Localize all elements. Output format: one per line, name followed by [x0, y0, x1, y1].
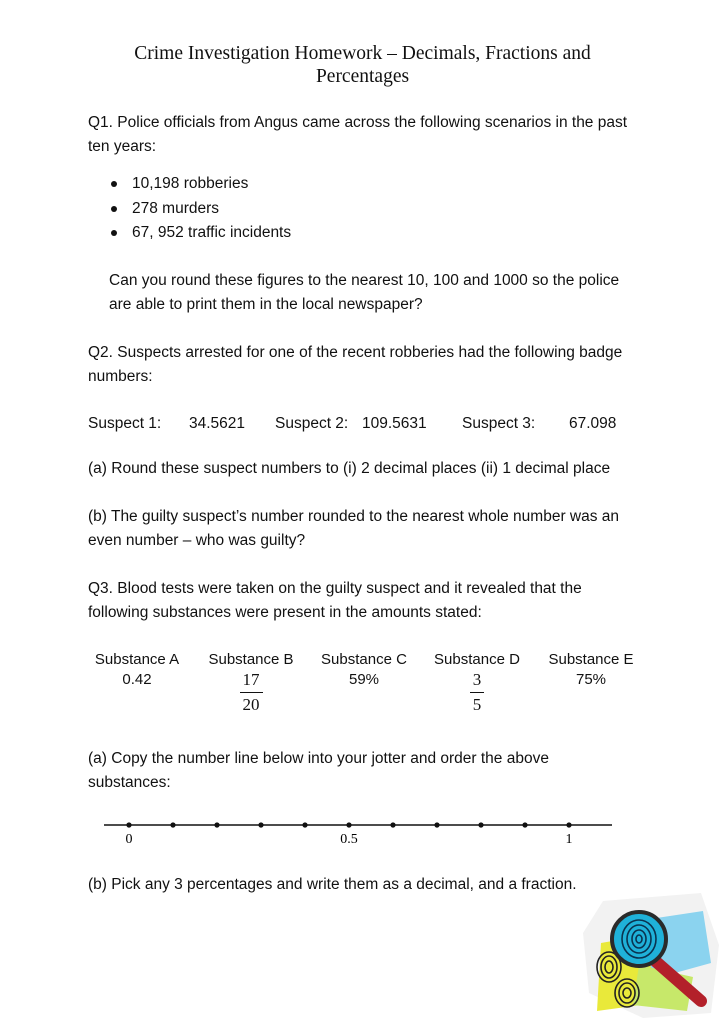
substance-d-denominator: 5: [472, 695, 482, 714]
list-item: 10,198 robberies: [109, 172, 291, 197]
q3-line-2: following substances were present in the amounts stated:: [88, 604, 482, 621]
number-line-tick: [566, 822, 571, 827]
substance-e: [521, 650, 661, 690]
substance-d-numerator: 3: [470, 670, 485, 693]
q1-prompt: [109, 269, 639, 317]
magnifying-glass-fingerprints-icon: [583, 893, 721, 1018]
suspect-1-label: Suspect 1:: [88, 415, 162, 432]
title-line-1: Crime Investigation Homework – Decimals, Fractions and: [134, 43, 591, 64]
substance-b-name: Substance B: [208, 651, 294, 668]
q2-part-a: (a) Round these suspect numbers to (i) 2 decimal places (ii) 1 decimal place: [88, 460, 611, 477]
q2-part-b-line-1: (b) The guilty suspect’s number rounded to the nearest whole number was an: [88, 508, 620, 525]
q3-part-a-line-1: (a) Copy the number line below into your jotter and order the above: [88, 750, 549, 767]
question-3-text: [88, 577, 648, 625]
page-title: [60, 42, 665, 88]
number-line-tick: [478, 822, 483, 827]
number-line-start-label: 0: [125, 832, 133, 847]
number-line-mid-label: 0.5: [340, 832, 358, 847]
number-line-tick: [390, 822, 395, 827]
number-line-tick: [258, 822, 263, 827]
title-line-2: Percentages: [315, 66, 410, 87]
substance-e-value: 75%: [575, 671, 607, 688]
list-item: 278 murders: [109, 197, 291, 222]
question-1-text: [88, 111, 648, 159]
number-line: [100, 815, 620, 855]
substance-a-value: 0.42: [122, 671, 152, 688]
number-line-tick: [522, 822, 527, 827]
list-item: 67, 952 traffic incidents: [109, 221, 291, 246]
q1-prompt-line-1: Can you round these figures to the nearest 10, 100 and 1000 so the police: [109, 272, 620, 289]
number-line-tick: [214, 822, 219, 827]
number-line-tick: [302, 822, 307, 827]
substance-d-name: Substance D: [434, 651, 520, 668]
substance-c-name: Substance C: [321, 651, 407, 668]
q2-part-b: [88, 505, 648, 553]
q3-part-a-line-2: substances:: [88, 774, 171, 791]
q2-line-1: Q2. Suspects arrested for one of the recent robberies had the following badge: [88, 344, 623, 361]
number-line-tick: [434, 822, 439, 827]
q2-part-b-line-2: even number – who was guilty?: [88, 532, 306, 549]
q3-part-b: (b) Pick any 3 percentages and write them as a decimal, and a fraction.: [88, 876, 577, 893]
substance-b-numerator: 17: [240, 670, 263, 693]
substance-b-denominator: 20: [242, 695, 260, 714]
suspect-1-number: 34.5621: [189, 415, 246, 432]
q2-line-2: numbers:: [88, 368, 153, 385]
q1-prompt-line-2: are able to print them in the local newspaper?: [109, 296, 423, 313]
suspect-2-label: Suspect 2:: [275, 415, 349, 432]
q1-bullet-list: [109, 172, 291, 246]
suspect-2-number: 109.5631: [362, 415, 427, 432]
number-line-tick: [126, 822, 131, 827]
substance-e-name: Substance E: [548, 651, 634, 668]
q3-line-1: Q3. Blood tests were taken on the guilty suspect and it revealed that the: [88, 580, 582, 597]
q1-line-1: Q1. Police officials from Angus came across the following scenarios in the past: [88, 114, 628, 131]
suspect-3-label: Suspect 3:: [462, 415, 536, 432]
substance-b-fraction: [240, 670, 263, 715]
q1-line-2: ten years:: [88, 138, 157, 155]
substance-d-fraction: [470, 670, 485, 715]
number-line-end-label: 1: [565, 832, 573, 847]
question-2-text: [88, 341, 648, 389]
number-line-tick: [170, 822, 175, 827]
substance-c-value: 59%: [348, 671, 380, 688]
number-line-tick: [346, 822, 351, 827]
q3-part-a: [88, 747, 648, 795]
suspect-3-number: 67.098: [569, 415, 617, 432]
substance-a-name: Substance A: [94, 651, 180, 668]
